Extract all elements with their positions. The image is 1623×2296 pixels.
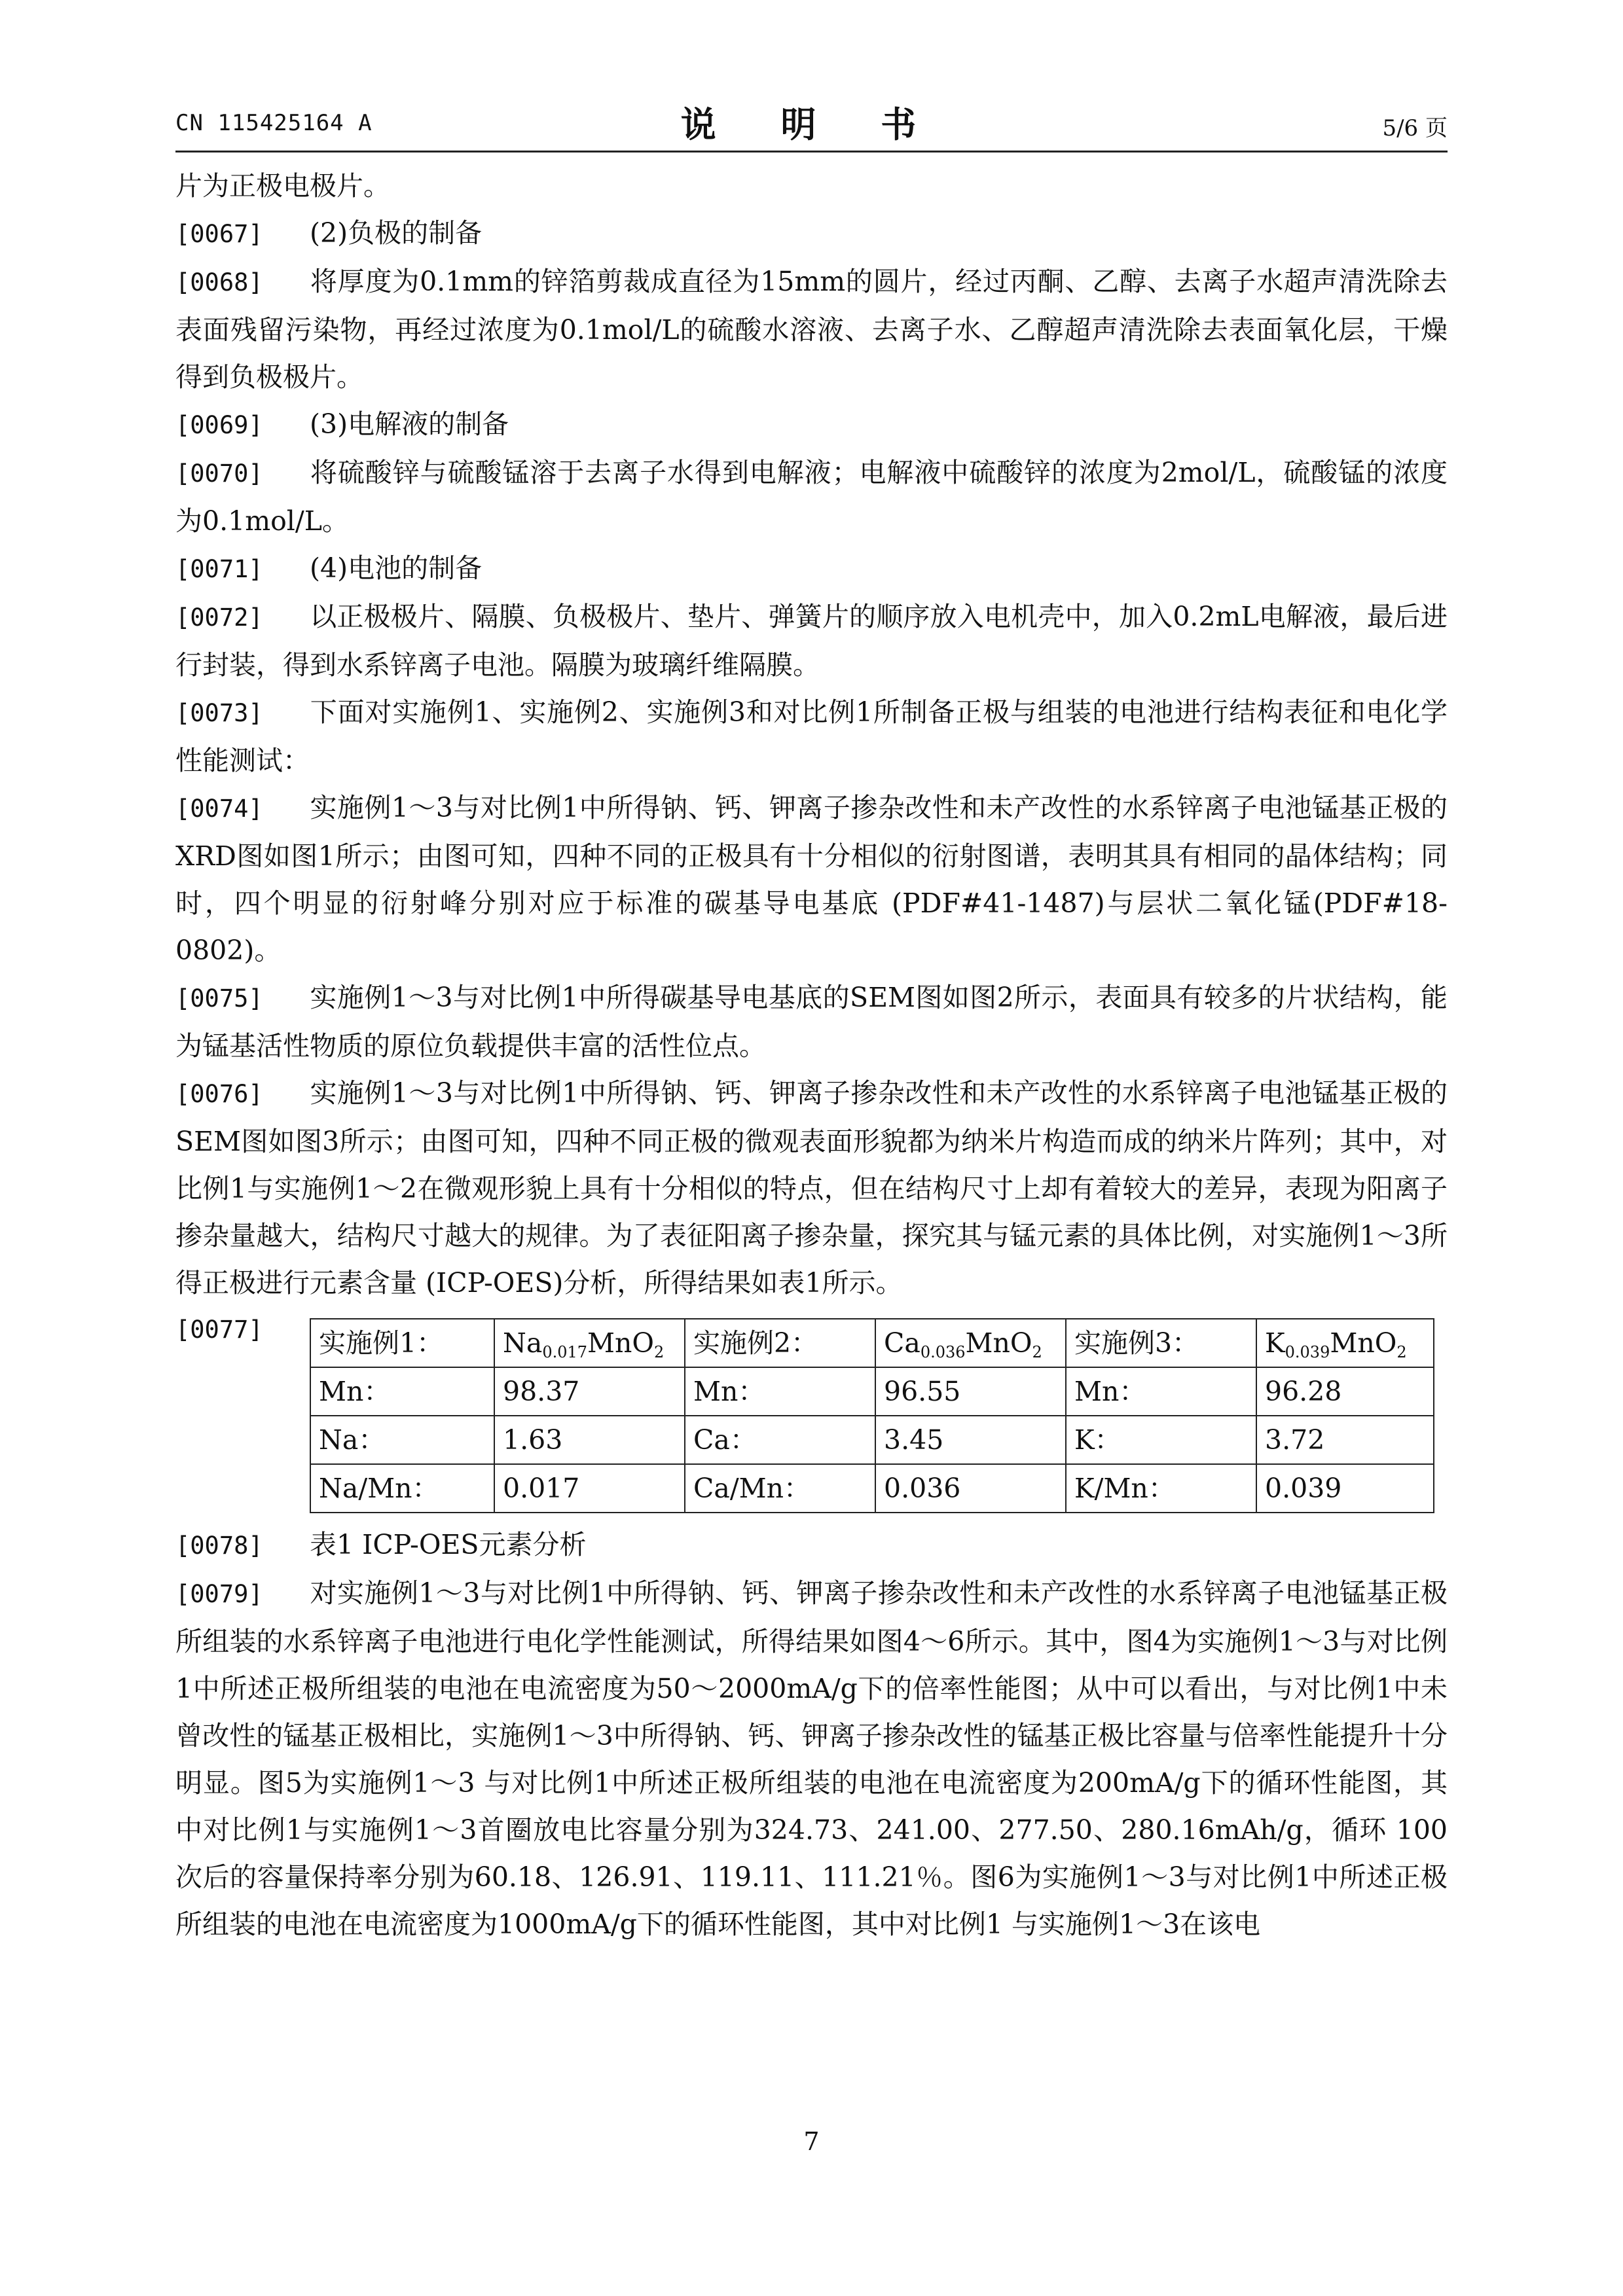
paragraph — [175, 545, 1448, 593]
page-number: 7 — [803, 2127, 820, 2156]
table-cell-formula: $Na_{0.017}MnO_2$ — [494, 1319, 685, 1367]
publication-number: CN 115425164 A — [175, 110, 373, 136]
paragraph — [175, 449, 1448, 545]
table-cell-formula: $Ca_{0.036}MnO_2$ — [875, 1319, 1066, 1367]
table-row — [310, 1367, 1434, 1416]
paragraph-number: [0076] — [175, 1080, 263, 1108]
table-cell: Na： — [310, 1416, 494, 1464]
page-indicator: 5/6 页 — [1382, 115, 1448, 141]
paragraph-number: [0068] — [175, 268, 263, 296]
header-divider — [175, 151, 1448, 152]
paragraph — [175, 689, 1448, 784]
paragraph-number: [0074] — [175, 795, 263, 823]
paragraph — [175, 401, 1448, 449]
page-header — [175, 97, 1448, 149]
table-row — [310, 1464, 1434, 1513]
paragraph-text: 将硫酸锌与硫酸锰溶于去离子水得到电解液；电解液中硫酸锌的浓度为2mol/L，硫酸锰的浓度为0.1mol/L。 — [175, 457, 1448, 537]
paragraph-text: 片为正极电极片。 — [175, 170, 390, 202]
paragraph-text: 下面对实施例1、实施例2、实施例3和对比例1所制备正极与组装的电池进行结构表征和电化学性能测试： — [175, 696, 1448, 776]
table-cell: 98.37 — [494, 1367, 685, 1416]
table-cell: Ca/Mn： — [685, 1464, 875, 1513]
paragraph-number: [0071] — [175, 555, 263, 583]
table-block — [175, 1312, 1448, 1521]
table-cell: Mn： — [1066, 1367, 1256, 1416]
paragraph-text: 实施例1～3与对比例1中所得钠、钙、钾离子掺杂改性和未产改性的水系锌离子电池锰基正极的SEM图如图3所示；由图可知，四种不同正极的微观表面形貌都为纳米片构造而成的纳米片阵列；其中，对比例1与实施例1～2在微观形貌上具有十分相似的特点，但在结构尺寸上却有着较大的差异，表现为阳离子掺杂量越大，结构尺寸越大的规律。为了表征阳离子掺杂量，探究其与锰元素的具体比例，对实施例1～3所得正极进行元素含量 (ICP-OES)分析，所得结果如表1所示。 — [175, 1077, 1448, 1299]
paragraph — [175, 1570, 1448, 1948]
table-cell: 实施例1： — [310, 1319, 494, 1367]
document-title: 说 明 书 — [680, 104, 943, 145]
paragraph-number: [0067] — [175, 220, 263, 248]
paragraph-number: [0077] — [175, 1316, 263, 1344]
table-cell: 0.039 — [1256, 1464, 1434, 1513]
table-row — [310, 1416, 1434, 1464]
table-cell: 96.28 — [1256, 1367, 1434, 1416]
paragraph-number: [0070] — [175, 459, 263, 488]
paragraph-text: (2)负极的制备 — [310, 217, 483, 249]
paragraph-text: 将厚度为0.1mm的锌箔剪裁成直径为15mm的圆片，经过丙酮、乙醇、去离子水超声清洗除去表面残留污染物，再经过浓度为0.1mol/L的硫酸水溶液、去离子水、乙醇超声清洗除去表面氧化层，干燥得到负极极片。 — [175, 266, 1448, 393]
paragraph-text: (4)电池的制备 — [310, 552, 483, 584]
document-body — [175, 162, 1448, 1948]
paragraph-number: [0069] — [175, 411, 263, 439]
table-cell: Ca： — [685, 1416, 875, 1464]
table-cell: 3.45 — [875, 1416, 1066, 1464]
paragraph — [175, 258, 1448, 401]
paragraph-text: (3)电解液的制备 — [310, 408, 509, 440]
table-cell-formula: $K_{0.039}MnO_2$ — [1256, 1319, 1434, 1367]
table-cell: 0.017 — [494, 1464, 685, 1513]
paragraph-text: 实施例1～3与对比例1中所得钠、钙、钾离子掺杂改性和未产改性的水系锌离子电池锰基正极的XRD图如图1所示；由图可知，四种不同的正极具有十分相似的衍射图谱，表明其具有相同的晶体结构；同时，四个明显的衍射峰分别对应于标准的碳基导电基底 (PDF#41-1487)与层状二氧化锰(PDF#18-0802)。 — [175, 792, 1448, 966]
table-caption: 表1 ICP-OES元素分析 — [310, 1529, 587, 1560]
paragraph — [175, 1069, 1448, 1306]
paragraph-number: [0075] — [175, 984, 263, 1013]
table-header-row — [310, 1319, 1434, 1367]
paragraph — [175, 1521, 1448, 1570]
paragraph — [175, 209, 1448, 258]
paragraph-text: 对实施例1～3与对比例1中所得钠、钙、钾离子掺杂改性和未产改性的水系锌离子电池锰基正极所组装的水系锌离子电池进行电化学性能测试，所得结果如图4～6所示。其中，图4为实施例1～3与对比例1中所述正极所组装的电池在电流密度为50～2000mA/g下的倍率性能图；从中可以看出，与对比例1中未曾改性的锰基正极相比，实施例1～3中所得钠、钙、钾离子掺杂改性的锰基正极比容量与倍率性能提升十分明显。图5为实施例1～3 与对比例1中所述正极所组装的电池在电流密度为200mA/g下的循环性能图，其中对比例1与实施例1～3首圈放电比容量分别为324.73、241.00、277.50、280.16mAh/g，循环 100次后的容量保持率分别为60.18、126.91、119.11、111.21％。图6为实施例1～3与对比例1中所述正极所组装的电池在电流密度为1000mA/g下的循环性能图，其中对比例1 与实施例1～3在该电 — [175, 1577, 1448, 1940]
table-cell: 1.63 — [494, 1416, 685, 1464]
paragraph-number: [0079] — [175, 1580, 263, 1608]
paragraph-text: 以正极极片、隔膜、负极极片、垫片、弹簧片的顺序放入电机壳中，加入0.2mL电解液，最后进行封装，得到水系锌离子电池。隔膜为玻璃纤维隔膜。 — [175, 601, 1448, 681]
paragraph — [175, 593, 1448, 689]
table-cell: Mn： — [685, 1367, 875, 1416]
table-cell: Na/Mn： — [310, 1464, 494, 1513]
paragraph-number: [0072] — [175, 603, 263, 632]
paragraph — [175, 974, 1448, 1069]
paragraph-number: [0073] — [175, 699, 263, 727]
table-cell: 96.55 — [875, 1367, 1066, 1416]
table-cell: K/Mn： — [1066, 1464, 1256, 1513]
paragraph-text: 实施例1～3与对比例1中所得碳基导电基底的SEM图如图2所示，表面具有较多的片状结构，能为锰基活性物质的原位负载提供丰富的活性位点。 — [175, 982, 1448, 1062]
table-cell: 实施例2： — [685, 1319, 875, 1367]
paragraph-number: [0078] — [175, 1532, 263, 1560]
table-cell: 实施例3： — [1066, 1319, 1256, 1367]
table-cell: Mn： — [310, 1367, 494, 1416]
table-cell: 0.036 — [875, 1464, 1066, 1513]
paragraph — [175, 162, 1448, 209]
table-cell: 3.72 — [1256, 1416, 1434, 1464]
paragraph — [175, 784, 1448, 974]
icp-table — [310, 1318, 1434, 1513]
table-cell: K： — [1066, 1416, 1256, 1464]
